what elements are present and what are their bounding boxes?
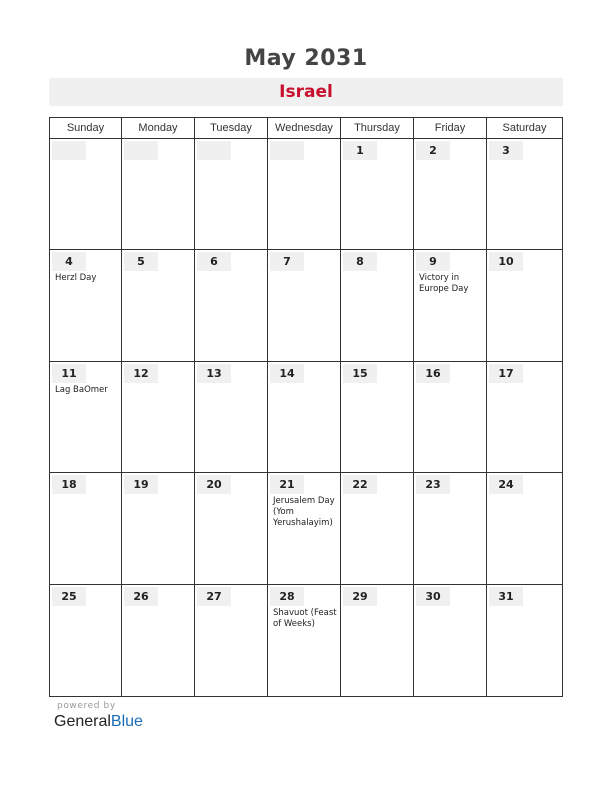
day-number: 23 <box>425 478 441 492</box>
day-cell[interactable] <box>268 362 341 473</box>
day-number <box>197 141 231 160</box>
day-cell[interactable] <box>487 473 562 584</box>
day-number: 9 <box>429 255 437 269</box>
day-cell[interactable] <box>195 585 268 696</box>
holiday-label: Shavuot (Feast of Weeks) <box>273 607 337 629</box>
day-cell[interactable] <box>341 585 414 696</box>
day-number: 11 <box>61 366 77 380</box>
day-cell[interactable] <box>122 362 195 473</box>
country-name: Israel <box>279 82 333 102</box>
country-bar <box>49 78 563 106</box>
page-title: May 2031 <box>244 46 368 71</box>
day-cell[interactable] <box>414 250 487 361</box>
day-cell[interactable] <box>268 250 341 361</box>
brand-blue: Blue <box>110 713 143 730</box>
day-number: 2 <box>429 144 437 157</box>
day-cell[interactable] <box>50 473 122 584</box>
day-number: 28 <box>279 589 295 603</box>
day-cell[interactable] <box>414 585 487 696</box>
day-number: 14 <box>279 366 295 380</box>
holiday-label: Jerusalem Day (Yom Yerushalayim) <box>273 496 335 529</box>
day-number: 21 <box>279 478 295 492</box>
weekday-header: Sunday <box>50 118 122 139</box>
day-number: 3 <box>502 144 510 157</box>
day-number: 4 <box>65 255 73 269</box>
holiday-label: Herzl Day <box>55 273 97 284</box>
day-cell[interactable] <box>268 139 341 250</box>
day-cell[interactable] <box>195 473 268 584</box>
day-number: 27 <box>206 589 222 603</box>
day-cell[interactable] <box>487 250 562 361</box>
day-number: 8 <box>356 255 364 269</box>
holiday-label: Lag BaOmer <box>55 384 108 395</box>
day-number: 26 <box>133 589 149 603</box>
day-cell[interactable] <box>414 362 487 473</box>
day-number: 10 <box>498 255 514 269</box>
day-number: 18 <box>61 478 77 492</box>
weekday-header: Monday <box>122 118 195 139</box>
day-cell[interactable] <box>341 473 414 584</box>
day-cell[interactable] <box>50 585 122 696</box>
day-number: 31 <box>498 589 514 603</box>
day-number: 15 <box>352 366 368 380</box>
weekday-header: Saturday <box>487 118 562 139</box>
weekday-header: Wednesday <box>268 118 341 139</box>
day-cell[interactable] <box>341 250 414 361</box>
day-cell[interactable] <box>195 362 268 473</box>
day-number: 17 <box>498 366 514 380</box>
day-cell[interactable] <box>50 362 122 473</box>
day-cell[interactable] <box>414 473 487 584</box>
day-cell[interactable] <box>195 250 268 361</box>
day-number: 25 <box>61 589 77 603</box>
day-number <box>52 141 86 160</box>
day-cell[interactable] <box>414 139 487 250</box>
day-number: 1 <box>356 144 364 157</box>
day-cell[interactable] <box>50 139 122 250</box>
day-number: 12 <box>133 366 149 380</box>
day-cell[interactable] <box>487 585 562 696</box>
holiday-label: Victory in Europe Day <box>419 273 469 295</box>
day-cell[interactable] <box>195 139 268 250</box>
day-number: 19 <box>133 478 149 492</box>
day-number: 13 <box>206 366 222 380</box>
day-cell[interactable] <box>50 250 122 361</box>
weekday-header: Thursday <box>341 118 414 139</box>
day-number: 22 <box>352 478 368 492</box>
powered-by-text: powered by <box>57 701 116 711</box>
brand-general: General <box>54 713 111 730</box>
day-number: 24 <box>498 478 514 492</box>
day-number: 20 <box>206 478 222 492</box>
day-number: 5 <box>137 255 145 269</box>
day-cell[interactable] <box>122 139 195 250</box>
day-number: 7 <box>283 255 291 269</box>
weekday-header: Friday <box>414 118 487 139</box>
day-cell[interactable] <box>122 250 195 361</box>
day-number <box>270 141 304 160</box>
day-number: 6 <box>210 255 218 269</box>
day-number: 16 <box>425 366 441 380</box>
day-cell[interactable] <box>122 473 195 584</box>
day-cell[interactable] <box>487 362 562 473</box>
day-cell[interactable] <box>268 473 341 584</box>
day-cell[interactable] <box>341 139 414 250</box>
day-cell[interactable] <box>487 139 562 250</box>
day-number <box>124 141 158 160</box>
day-cell[interactable] <box>122 585 195 696</box>
calendar-grid <box>49 117 563 697</box>
brand-logo[interactable] <box>54 713 143 731</box>
day-cell[interactable] <box>341 362 414 473</box>
day-cell[interactable] <box>268 585 341 696</box>
day-number: 29 <box>352 589 368 603</box>
weekday-header: Tuesday <box>195 118 268 139</box>
day-number: 30 <box>425 589 441 603</box>
